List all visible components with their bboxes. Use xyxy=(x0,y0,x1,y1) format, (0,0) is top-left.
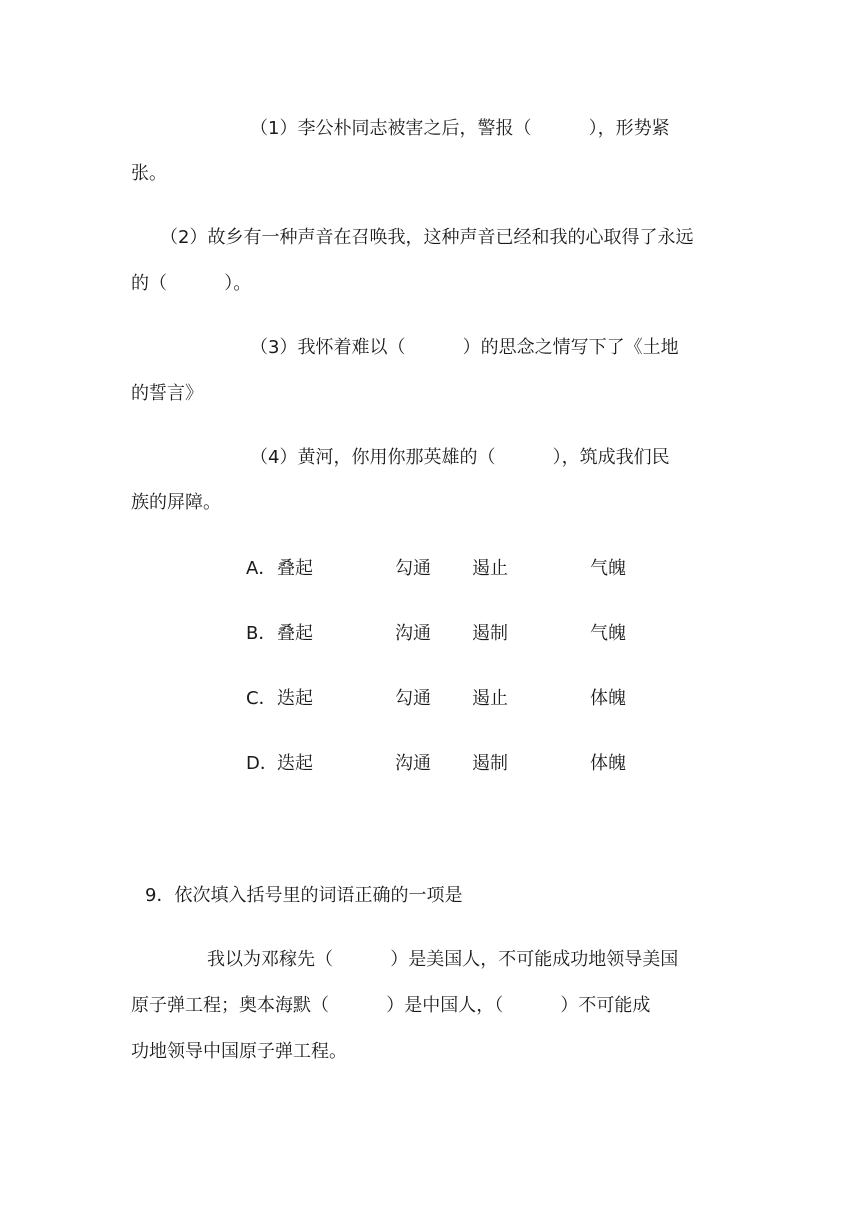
item-4-line-2: 族的屏障。 xyxy=(131,492,221,513)
option-word-2: 沟通 xyxy=(395,623,431,644)
option-word-3: 遏止 xyxy=(472,688,508,709)
option-word-4: 体魄 xyxy=(590,688,626,709)
option-word-1: 迭起 xyxy=(277,753,313,774)
option-word-2: 沟通 xyxy=(395,753,431,774)
item-3-line-2: 的誓言》 xyxy=(131,383,203,404)
option-label: D． xyxy=(246,753,278,774)
question-9-title: 9．依次填入括号里的词语正确的一项是 xyxy=(145,885,463,906)
question-9-line-3: 功地领导中国原子弹工程。 xyxy=(131,1041,347,1062)
item-2-line-2: 的（ ）。 xyxy=(131,273,252,294)
option-label: B． xyxy=(246,623,277,644)
question-9-line-2: 原子弹工程；奥本海默（ ）是中国人，（ ）不可能成 xyxy=(131,995,651,1016)
option-word-2: 勾通 xyxy=(395,558,431,579)
item-1-line-2: 张。 xyxy=(131,163,167,184)
option-word-4: 气魄 xyxy=(590,558,626,579)
option-word-4: 气魄 xyxy=(590,623,626,644)
item-3-line-1: （3）我怀着难以（ ）的思念之情写下了《土地 xyxy=(250,337,679,358)
option-word-2: 勾通 xyxy=(395,688,431,709)
option-word-3: 遏止 xyxy=(472,558,508,579)
item-1-line-1: （1）李公朴同志被害之后，警报（ ），形势紧 xyxy=(250,118,670,139)
option-word-3: 遏制 xyxy=(472,753,508,774)
option-word-1: 叠起 xyxy=(277,558,313,579)
option-word-1: 迭起 xyxy=(277,688,313,709)
question-9-line-1: 我以为邓稼先（ ）是美国人，不可能成功地领导美国 xyxy=(207,949,679,970)
option-label: A． xyxy=(246,558,277,579)
item-4-line-1: （4）黄河，你用你那英雄的（ ），筑成我们民 xyxy=(250,447,670,468)
option-label: C． xyxy=(246,688,277,709)
option-word-4: 体魄 xyxy=(590,753,626,774)
option-word-3: 遏制 xyxy=(472,623,508,644)
item-2-line-1: （2）故乡有一种声音在召唤我，这种声音已经和我的心取得了永远 xyxy=(160,227,694,248)
option-word-1: 叠起 xyxy=(277,623,313,644)
